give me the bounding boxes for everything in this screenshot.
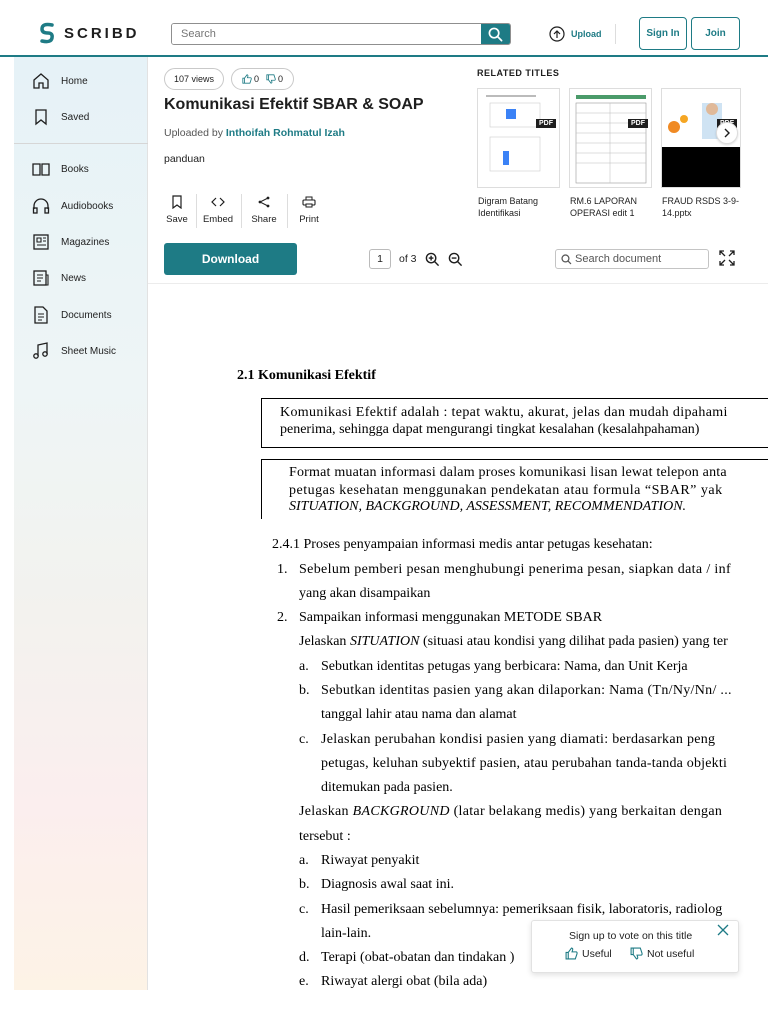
list-letter: e. <box>299 974 309 989</box>
upvote-count: 0 <box>253 74 259 84</box>
sidebar-item-sheet-music[interactable] <box>14 334 148 368</box>
doc-word: (latar belakang medis) yang berkaitan dengan <box>453 804 723 819</box>
useful-button[interactable] <box>565 947 612 960</box>
doc-line: petugas, keluhan subyektif pasien, atau perubahan tanda-tanda objekti <box>321 756 728 771</box>
doc-line: Terapi (obat-obatan dan tindakan ) <box>321 950 515 965</box>
sidebar-item-audiobooks[interactable] <box>14 189 148 223</box>
sidebar-item-label: Saved <box>61 111 90 123</box>
doc-line: Komunikasi Efektif adalah : tepat waktu, akurat, jelas dan mudah dipahami <box>280 405 728 420</box>
search-input[interactable] <box>172 24 481 44</box>
doc-word: SITUATION <box>349 634 420 649</box>
doc-line: petugas kesehatan menggunakan pendekatan atau formula “SBAR” yak <box>289 483 723 498</box>
thumbs-up-icon <box>565 947 578 960</box>
sidebar-item-label: Home <box>61 75 88 87</box>
search-icon <box>561 254 572 265</box>
doc-line: Sebelum pemberi pesan menghubungi penerima pesan, siapkan data / inf <box>299 562 732 577</box>
uploader-link[interactable]: Inthoifah Rohmatul Izah <box>225 127 345 139</box>
list-letter: b. <box>299 877 310 892</box>
list-letter: a. <box>299 659 309 674</box>
not-useful-button[interactable] <box>630 947 694 960</box>
sidebar-divider <box>14 143 148 144</box>
sidebar <box>14 57 148 990</box>
search-icon <box>488 27 503 42</box>
sidebar-item-label: Books <box>61 163 89 175</box>
sidebar-item-label: Documents <box>61 309 112 321</box>
share-label: Share <box>251 214 277 225</box>
brand-name: SCRIBD <box>64 24 140 42</box>
list-number: 2. <box>277 610 288 625</box>
print-button[interactable] <box>289 194 329 225</box>
views-count <box>164 68 224 90</box>
doc-line: Sebutkan identitas pasien yang akan dilaporkan: Nama (Tn/Ny/Nn/ ... <box>321 683 732 698</box>
doc-line <box>299 803 722 820</box>
thumbs-down-icon <box>266 74 276 84</box>
page-total: of 3 <box>399 253 417 265</box>
doc-word: (situasi atau kondisi yang dilihat pada pasien) yang ter <box>422 634 728 649</box>
document-page <box>148 284 768 990</box>
doc-line: lain-lain. <box>321 926 372 941</box>
doc-word: BACKGROUND <box>352 804 450 819</box>
join-button[interactable]: Join <box>691 17 740 50</box>
search-button[interactable] <box>481 24 510 44</box>
downvote-count: 0 <box>278 74 284 84</box>
doc-line: Sebutkan identitas petugas yang berbicara: Nama, dan Unit Kerja <box>321 659 688 674</box>
views-label: 107 views <box>173 74 215 84</box>
sidebar-item-label: Magazines <box>61 236 110 248</box>
carousel-next-button[interactable] <box>716 122 738 144</box>
thumbs-down-icon <box>630 947 643 960</box>
vote-prompt: Sign up to vote on this title <box>569 930 693 942</box>
uploaded-by <box>164 127 345 139</box>
search-document-placeholder: Search document <box>575 253 662 265</box>
close-icon[interactable] <box>716 923 730 937</box>
doc-line: SITUATION, BACKGROUND, ASSESSMENT, RECOMMENDATION. <box>289 499 687 514</box>
bookmark-icon <box>31 107 51 127</box>
action-divider <box>241 194 242 228</box>
vote-counts <box>231 68 294 90</box>
scribd-logo[interactable] <box>38 22 140 44</box>
doc-line: Riwayat alergi obat (bila ada) <box>321 974 488 989</box>
book-icon <box>31 159 51 179</box>
print-icon <box>302 196 316 208</box>
doc-word: Jelaskan <box>299 634 347 649</box>
pdf-badge: PDF <box>628 119 648 128</box>
zoom-in-icon[interactable] <box>425 252 440 267</box>
downvote[interactable] <box>266 74 283 84</box>
sidebar-item-label: Sheet Music <box>61 345 117 357</box>
pdf-badge: PDF <box>536 119 556 128</box>
doc-word: Jelaskan <box>299 804 349 819</box>
vote-popup <box>531 920 739 973</box>
sidebar-item-books[interactable] <box>14 152 148 186</box>
search-document-input[interactable] <box>555 249 709 269</box>
related-title-caption[interactable]: Digram Batang Identifikasi <box>478 196 539 218</box>
chevron-right-icon <box>723 128 731 138</box>
sidebar-item-news[interactable] <box>14 261 148 295</box>
doc-line: Jelaskan perubahan kondisi pasien yang diamati: berdasarkan peng <box>321 732 716 747</box>
list-letter: c. <box>299 732 309 747</box>
magazine-icon <box>31 232 51 252</box>
sidebar-item-label: Audiobooks <box>61 200 114 212</box>
upload-label: Upload <box>571 29 602 39</box>
upvote[interactable] <box>242 74 259 84</box>
related-title-caption[interactable]: FRAUD RSDS 3-9-14.pptx <box>662 196 740 218</box>
upload-icon <box>549 26 565 42</box>
useful-label: Useful <box>582 947 612 960</box>
doc-line: tanggal lahir atau nama dan alamat <box>321 707 517 722</box>
related-title-caption[interactable]: RM.6 LAPORAN OPERASI edit 1 <box>570 196 638 218</box>
doc-line: Format muatan informasi dalam proses komunikasi lisan lewat telepon anta <box>289 465 727 480</box>
doc-line: yang akan disampaikan <box>299 586 431 601</box>
sidebar-item-magazines[interactable] <box>14 225 148 259</box>
embed-label: Embed <box>202 214 234 225</box>
scribd-logo-icon <box>38 22 56 44</box>
page-number-input[interactable]: 1 <box>369 249 391 269</box>
download-button[interactable]: Download <box>164 243 297 275</box>
document-icon <box>31 305 51 325</box>
doc-line: Sampaikan informasi menggunakan METODE SBAR <box>299 610 603 625</box>
doc-line: Riwayat penyakit <box>321 853 420 868</box>
list-letter: d. <box>299 950 310 965</box>
list-letter: a. <box>299 853 309 868</box>
embed-button[interactable] <box>198 194 238 225</box>
share-button[interactable] <box>244 194 284 225</box>
sidebar-item-documents[interactable] <box>14 298 148 332</box>
sidebar-item-home[interactable] <box>14 64 148 98</box>
document-title: Komunikasi Efektif SBAR & SOAP <box>164 96 424 113</box>
search-bar <box>171 23 511 45</box>
not-useful-label: Not useful <box>647 947 695 960</box>
list-number: 1. <box>277 562 288 577</box>
save-button[interactable] <box>157 194 197 225</box>
chart-thumbnail-image <box>478 89 560 188</box>
headphones-icon <box>31 196 51 216</box>
section-heading: 2.1 Komunikasi Efektif <box>237 368 376 383</box>
doc-line: 2.4.1 Proses penyampaian informasi medis antar petugas kesehatan: <box>272 537 653 552</box>
uploaded-prefix: Uploaded by <box>164 127 223 139</box>
doc-line: penerima, sehingga dapat mengurangi tingkat kesalahan (kesalahpahaman) <box>280 422 700 437</box>
embed-icon <box>211 196 225 208</box>
thumbs-up-icon <box>242 74 252 84</box>
top-header <box>0 0 768 57</box>
list-letter: b. <box>299 683 310 698</box>
music-icon <box>31 341 51 361</box>
bookmark-icon <box>171 195 183 209</box>
sidebar-item-label: News <box>61 272 87 284</box>
share-icon <box>258 196 270 208</box>
doc-line <box>299 633 728 650</box>
list-letter: c. <box>299 902 309 917</box>
document-description: panduan <box>164 153 205 165</box>
doc-line: Diagnosis awal saat ini. <box>321 877 454 892</box>
print-label: Print <box>299 214 319 225</box>
save-label: Save <box>166 214 188 225</box>
sign-in-button[interactable]: Sign In <box>639 17 687 50</box>
doc-line: tersebut : <box>299 829 351 844</box>
home-icon <box>31 71 51 91</box>
related-thumbnail[interactable] <box>569 88 652 188</box>
action-divider <box>196 194 197 228</box>
action-divider <box>287 194 288 228</box>
related-thumbnail[interactable] <box>477 88 560 188</box>
header-divider <box>615 24 616 44</box>
form-thumbnail-image <box>570 89 652 188</box>
upload-link[interactable] <box>549 26 602 42</box>
sidebar-item-saved[interactable] <box>14 100 148 134</box>
doc-line: ditemukan pada pasien. <box>321 780 453 795</box>
zoom-out-icon[interactable] <box>448 252 463 267</box>
fullscreen-icon[interactable] <box>719 250 735 266</box>
related-titles-heading: RELATED TITLES <box>477 68 560 78</box>
doc-line: Hasil pemeriksaan sebelumnya: pemeriksaan fisik, laboratoris, radiolog <box>321 902 723 917</box>
news-icon <box>31 268 51 288</box>
page-navigator <box>369 249 463 269</box>
